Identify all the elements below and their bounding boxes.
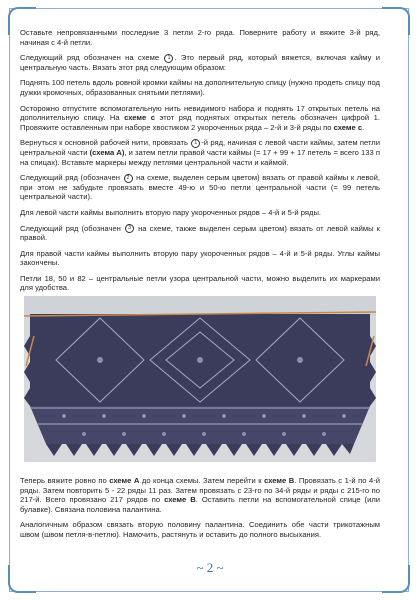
paragraph [20, 224, 380, 243]
paragraph: Осторожно отпустите вспомогательную нить невидимого набора и поднять 17 открытых петель на дополнительную спицу. На схеме с этот ряд поднятых открытых петель обозначен цифрой 1. Провяжите оставленным при наборе хвостиком 2 укороченных ряда – 2-й и 3-й ряды по схеме с. [20, 103, 380, 132]
text-run: Следующий ряд обозначен на схеме [20, 53, 160, 63]
text-run: этот ряд поднятых открытых петель обозначен цифрой 1. Провяжите оставленным при наборе хвостиком 2 укороченных ряда – 2-й и 3-й ряды по [20, 113, 380, 132]
paragraph [20, 138, 380, 167]
text-run: , и затем петли правой части каймы (= 17 + 99 + 17 петель = всего 133 п на спицах). Вставьте маркеры между петлями центральной части и каймой. [20, 147, 380, 167]
text-run: . Это первый ряд, который вяжется, включая кайму и центральную часть. Вязать этот ряд следующим образом: [20, 53, 380, 72]
text-run: Осторожно отпустите вспомогательную нить невидимого набора и поднять 17 открытых петель на дополнительную спицу. На [20, 103, 380, 123]
paragraph [20, 476, 380, 514]
row-number-icon: 2 [124, 174, 133, 183]
row-number-icon: 1 [191, 139, 200, 148]
text-run: до конца схемы. Затем перейти к [141, 476, 262, 485]
row-number-icon: 1 [164, 54, 173, 63]
text-run: Следующий ряд (обозначен [20, 223, 121, 233]
text-run: Теперь вяжите ровно по [20, 476, 107, 485]
paragraph: Оставьте непровязанными последние 3 петли 2-го ряда. Поверните работу и вяжите 3-й ряд, начиная с 4-й петли. [20, 28, 380, 47]
frame-corner [382, 7, 410, 35]
paragraph: Петли 18, 50 и 82 – центральные петли узора центральной части, можно выделить их маркерами для удобства. [20, 273, 380, 293]
scheme-ref: схеме В [264, 476, 295, 485]
scheme-ref: схеме с [333, 122, 363, 132]
text-run: . Провязать с 1-й по 4-й ряды. Затем повторить 5 - 22 ряды 11 раз. Затем провязать с 23-го по 34-й ряды и ряды с 215-го по 217-й. Всего провязано 217 рядов по [20, 476, 380, 505]
lace-shawl-image [24, 296, 376, 462]
text-run: на схеме, также выделен серым цветом) вязать от левой каймы к правой. [20, 223, 380, 243]
paragraph [20, 53, 380, 72]
text-run: . Оставить петли на вспомогательной спице (или булавке). Связана половина палантина. [20, 495, 380, 514]
scheme-ref: (схема А) [89, 147, 125, 157]
text-run: -й ряд, начиная с левой части каймы, затем петли центральной части [20, 138, 380, 157]
scheme-ref: схеме с [124, 113, 155, 123]
lower-text [20, 476, 380, 546]
paragraph [20, 173, 380, 202]
paragraph: Для левой части каймы выполнить вторую пару укороченных рядов – 4-й и 5-й ряды. [20, 207, 322, 217]
shawl-photo [24, 296, 376, 462]
scheme-ref: схеме В [164, 495, 196, 505]
text-run: Вернуться к основной рабочей нити, провязать [20, 138, 188, 148]
text-run: на схеме, выделен серым цветом) вязать от правой каймы к левой, при этом не забудьте провязать вместе 49-ю и 50-ю петли центральной части (= 99 петель центральной части). [20, 173, 380, 202]
paragraph: Аналогичным образом связать вторую половину палантина. Соединить обе части трикотажным швом (швом петля-в-петлю). Намочить, растянуть и оставить до полного высыхания. [20, 520, 380, 539]
page-number: ~ 2 ~ [196, 560, 224, 575]
text-run: Следующий ряд (обозначен [20, 173, 120, 183]
upper-text [20, 28, 380, 299]
scheme-ref: схеме А [109, 476, 140, 485]
paragraph: Для правой части каймы выполнить вторую пару укороченных рядов – 4-й и 5-й ряды. Углы каймы закончены. [20, 248, 380, 268]
paragraph: Поднять 100 петель вдоль ровной кромки каймы на дополнительную спицу (нужно продеть спицу под дужки кромочных, образованных снятыми петлями). [20, 78, 380, 97]
row-number-icon: 3 [125, 224, 134, 233]
